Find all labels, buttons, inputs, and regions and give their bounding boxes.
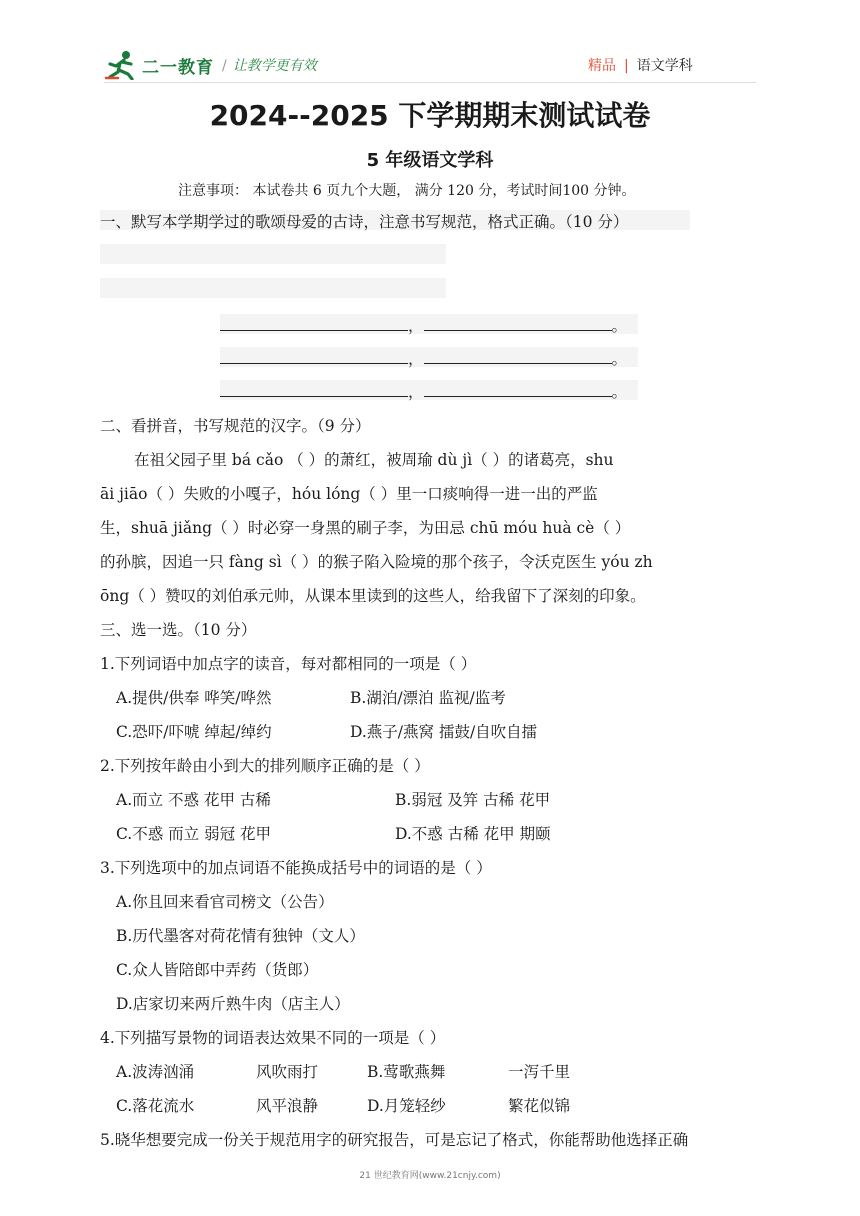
option-b: B.历代墨客对荷花情有独钟（文人） (116, 927, 365, 945)
option-c: C.众人皆陪郎中弄药（货郎） (116, 961, 319, 979)
pinyin-line: ōng（ ）赞叹的刘伯承元帅，从课本里读到的这些人，给我留下了深刻的印象。 (100, 587, 646, 605)
logo-text: 二一教育 (142, 57, 214, 78)
option-d: D.店家切来两斤熟牛肉（店主人） (116, 995, 350, 1013)
option-a: A.你且回来看官司榜文（公告） (116, 893, 334, 911)
option-a: A.波涛汹涌 (116, 1063, 195, 1081)
option-c: C.落花流水 (116, 1097, 195, 1115)
question-stem: 5.晓华想要完成一份关于规范用字的研究报告，可是忘记了格式，你能帮助他选择正确 (100, 1131, 689, 1149)
slogan-text: 让教学更有效 (232, 58, 317, 74)
poem-line: ， 。 (220, 347, 638, 367)
blank-line[interactable] (220, 382, 408, 397)
running-man-icon (104, 50, 138, 80)
question-stem: 1.下列词语中加点字的读音，每对都相同的一项是（ ） (100, 655, 477, 673)
page-title: 2024--2025 下学期期末测试试卷 (209, 99, 651, 132)
blank-line[interactable] (424, 382, 612, 397)
page-footer: 21 世纪教育网(www.21cnjy.com) (359, 1171, 501, 1181)
pinyin-line: 生，shuā jiǎng（ ）时必穿一身黑的刷子李，为田忌 chū móu huà cè（ ） (100, 519, 631, 537)
option-c-word: 风平浪静 (256, 1097, 319, 1115)
pinyin-line: 的孙膑，因追一只 fàng sì（ ）的猴子陷入险境的那个孩子，令沃克医生 yóu zh (100, 553, 653, 571)
option-a: A.提供/供奉 哗笑/哗然 (116, 689, 272, 707)
question-stem: 3.下列选项中的加点词语不能换成括号中的词语的是（ ） (100, 859, 492, 877)
option-b-word: 一泻千里 (508, 1063, 571, 1081)
section2-heading: 二、看拼音，书写规范的汉字。（9 分） (100, 417, 371, 435)
option-d: D.不惑 古稀 花甲 期颐 (395, 825, 551, 843)
section3-heading: 三、选一选。（10 分） (100, 621, 257, 639)
option-a-word: 风吹雨打 (256, 1063, 319, 1081)
option-d-word: 繁花似锦 (508, 1097, 571, 1115)
option-a: A.而立 不惑 花甲 古稀 (116, 791, 271, 809)
poem-line: ， 。 (220, 314, 638, 334)
option-b: B.弱冠 及笄 古稀 花甲 (395, 791, 551, 809)
option-d: D.燕子/燕窝 擂鼓/自吹自擂 (350, 723, 538, 741)
option-d: D.月笼轻纱 (367, 1097, 446, 1115)
pinyin-line: āi jiāo（ ）失败的小嘎子，hóu lóng（ ）里一口痰响得一进一出的严监 (100, 485, 598, 503)
answer-area (100, 244, 446, 264)
blank-line[interactable] (424, 349, 612, 364)
blank-line[interactable] (424, 316, 612, 331)
blank-line[interactable] (220, 349, 408, 364)
logo (104, 48, 216, 82)
page-subtitle: 5 年级语文学科 (366, 150, 494, 171)
subject-label: 语文学科 (636, 58, 693, 74)
question-stem: 2.下列按年龄由小到大的排列顺序正确的是（ ） (100, 757, 430, 775)
option-c: C.不惑 而立 弱冠 花甲 (116, 825, 272, 843)
blank-line[interactable] (220, 316, 408, 331)
question-stem: 4.下列描写景物的词语表达效果不同的一项是（ ） (100, 1029, 446, 1047)
slogan: / 让教学更有效 (222, 58, 317, 74)
option-c: C.恐吓/吓唬 绰起/绰约 (116, 723, 272, 741)
section1-heading: 一、默写本学期学过的歌颂母爱的古诗，注意书写规范，格式正确。（10 分） (100, 210, 690, 230)
option-b: B.莺歌燕舞 (367, 1063, 446, 1081)
header-divider (104, 82, 756, 83)
exam-note: 注意事项： 本试卷共 6 页九个大题， 满分 120 分，考试时间100 分钟。 (178, 183, 636, 199)
badge-label: 精品 (588, 58, 616, 74)
poem-line: ， 。 (220, 380, 638, 400)
pinyin-line: 在祖父园子里 bá cǎo （ ）的萧红，被周瑜 dù jì（ ）的诸葛亮，shu (134, 451, 614, 469)
header-subject: 精品 | 语文学科 (588, 58, 693, 74)
answer-area (100, 278, 446, 298)
option-b: B.湖泊/漂泊 监视/监考 (350, 689, 506, 707)
